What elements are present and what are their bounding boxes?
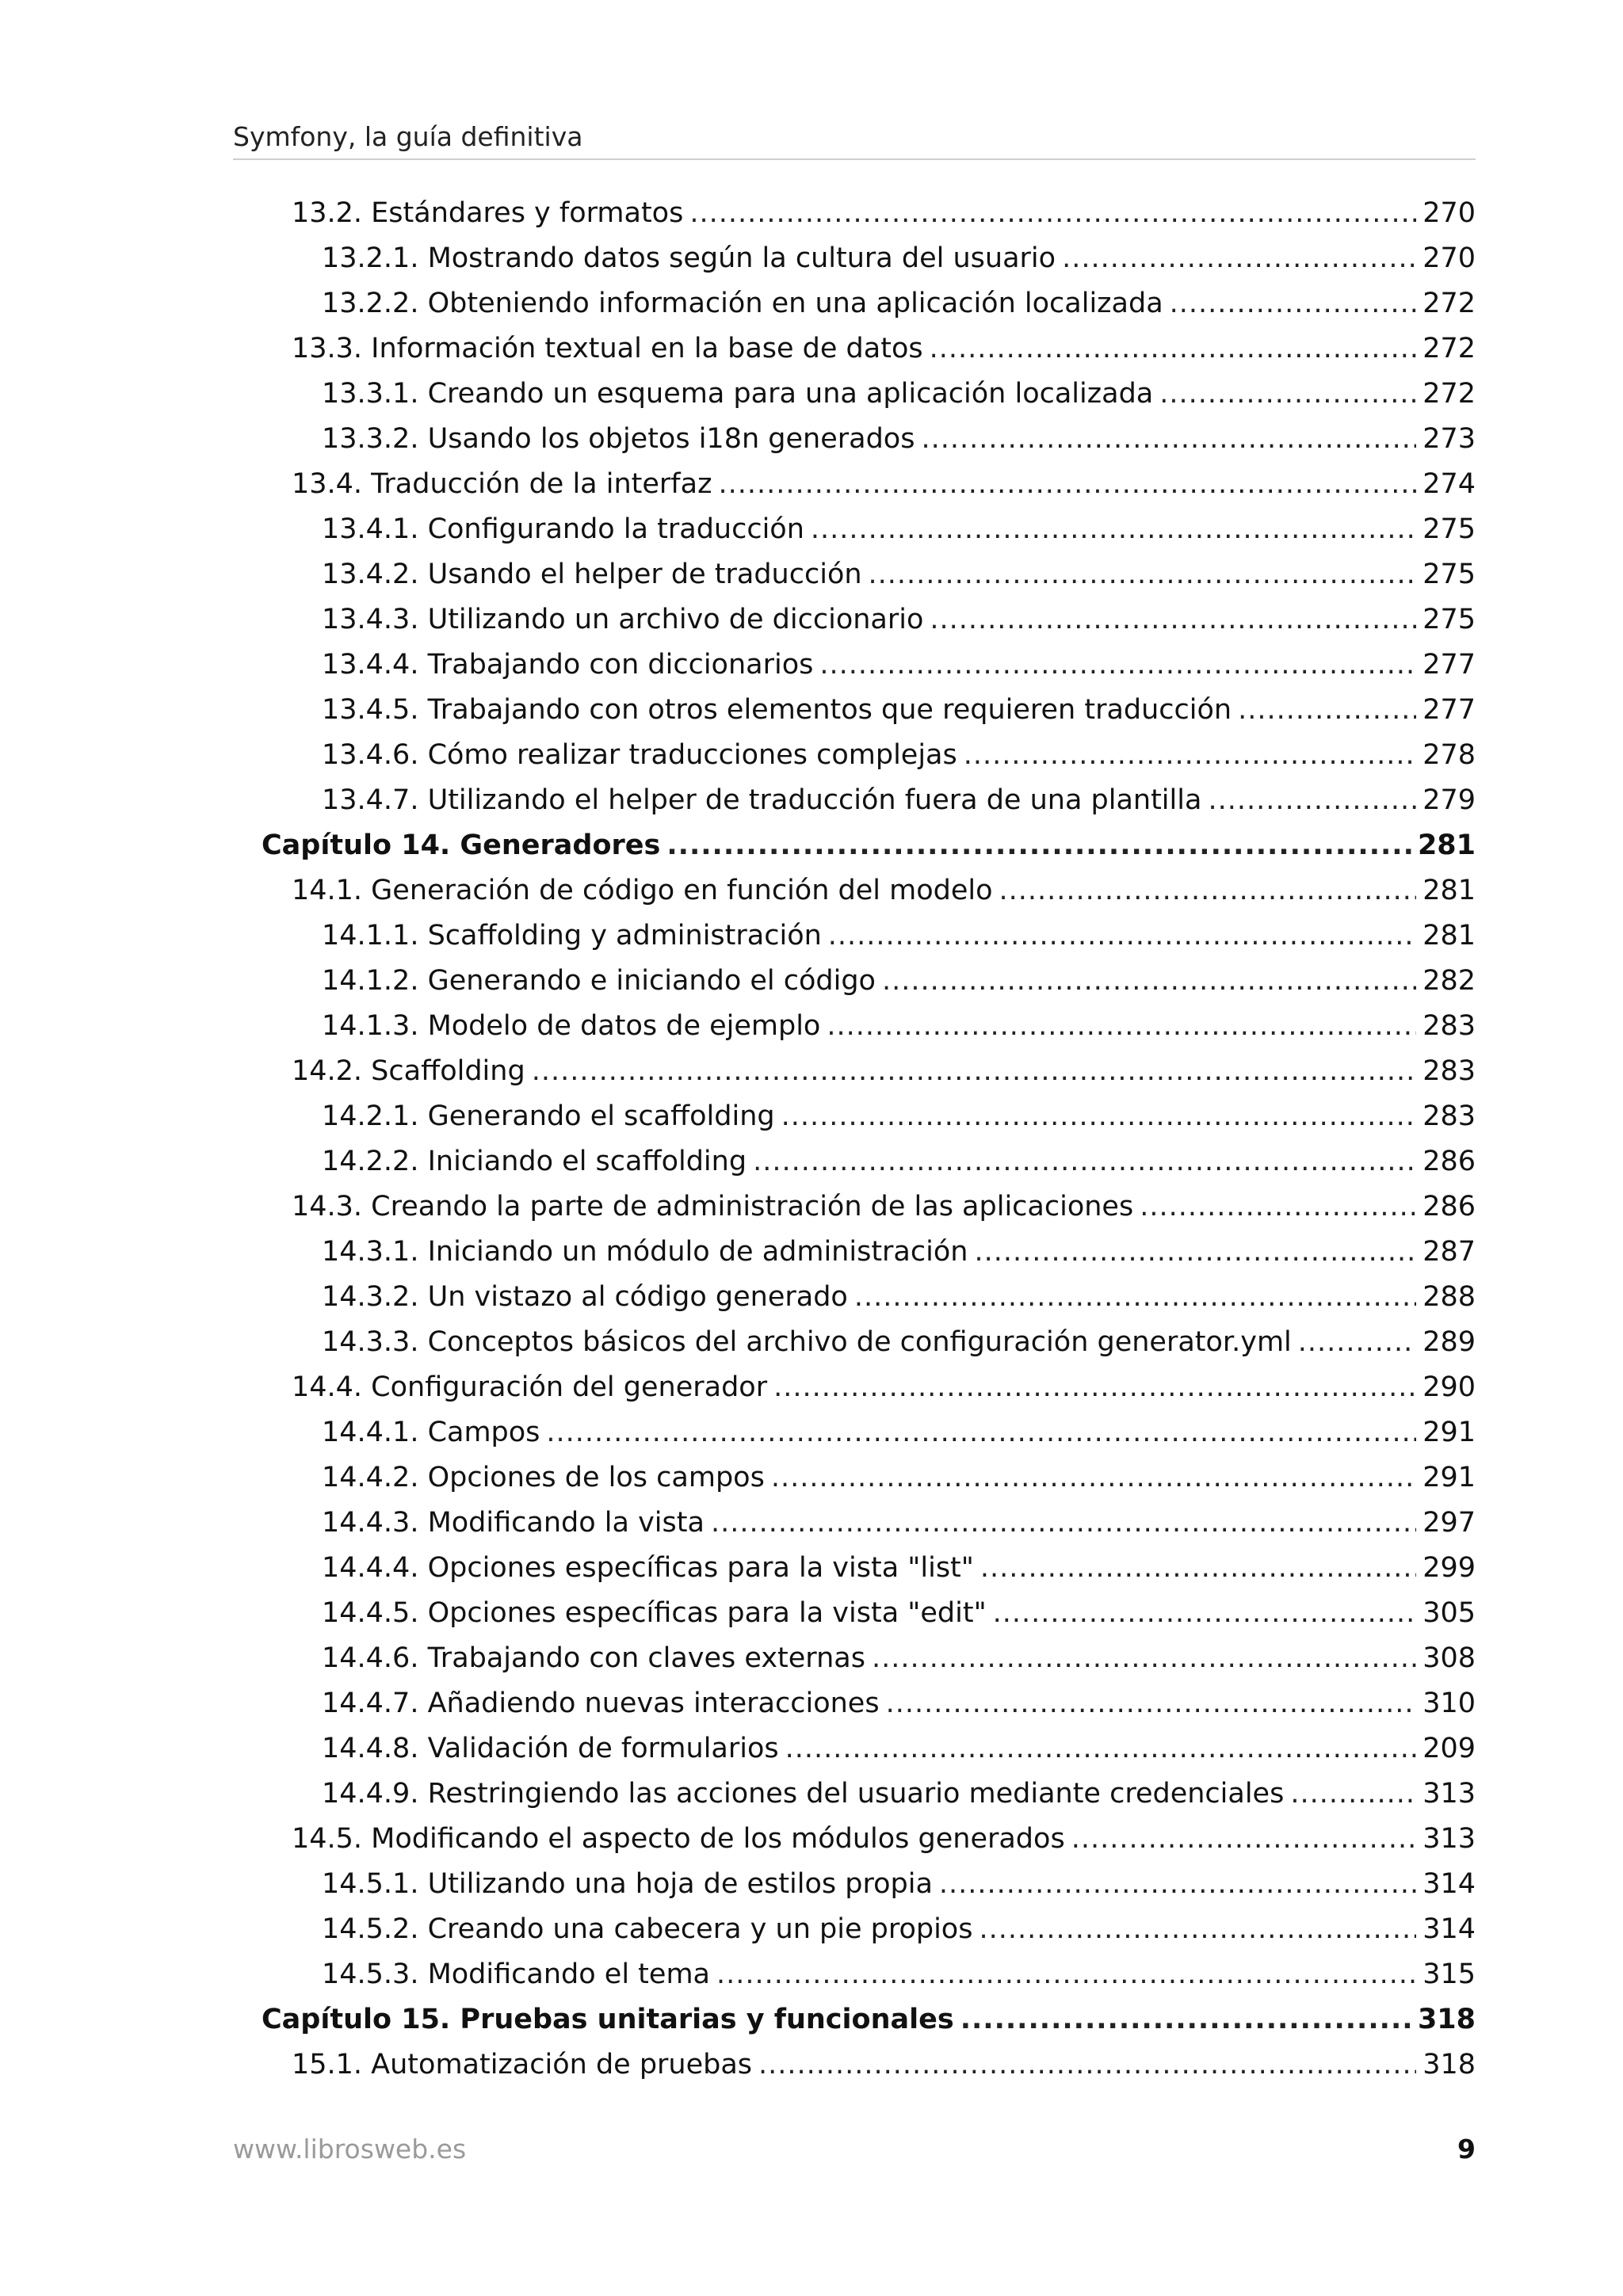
toc-entry[interactable] bbox=[262, 1410, 1476, 1455]
toc-entry-title: 14.5.1. Utilizando una hoja de estilos propia bbox=[322, 1868, 933, 1900]
toc-entry[interactable] bbox=[262, 643, 1476, 688]
toc-entry-page: 283 bbox=[1423, 1010, 1476, 1042]
toc-entry[interactable] bbox=[262, 1726, 1476, 1772]
toc-entry-title: 14.4.1. Campos bbox=[322, 1417, 540, 1448]
toc-entry[interactable] bbox=[262, 1591, 1476, 1636]
toc-entry[interactable] bbox=[262, 733, 1476, 778]
toc-entry-page: 272 bbox=[1423, 288, 1476, 319]
toc-entry-page: 281 bbox=[1417, 830, 1476, 861]
toc-entry-title: 13.4.6. Cómo realizar traducciones complejas bbox=[322, 739, 957, 771]
toc-entry-title: 14.1.1. Scaffolding y administración bbox=[322, 920, 822, 952]
toc-entry-title: 13.3.1. Creando un esquema para una aplicación localizada bbox=[322, 378, 1154, 410]
toc-entry-page: 270 bbox=[1423, 242, 1476, 274]
dot-leader bbox=[869, 552, 1417, 597]
toc-entry-title: 14.5.3. Modificando el tema bbox=[322, 1958, 710, 1990]
toc-entry[interactable] bbox=[262, 1455, 1476, 1501]
table-of-contents bbox=[262, 191, 1476, 2088]
toc-entry-title: 14.3.2. Un vistazo al código generado bbox=[322, 1281, 848, 1313]
toc-entry-title: 14.4.7. Añadiendo nuevas interacciones bbox=[322, 1688, 880, 1719]
dot-leader bbox=[1208, 778, 1416, 823]
running-header: Symfony, la guía definitiva bbox=[233, 117, 1476, 160]
toc-entry[interactable] bbox=[262, 1139, 1476, 1184]
toc-entry-page: 289 bbox=[1423, 1326, 1476, 1358]
toc-entry-page: 278 bbox=[1423, 739, 1476, 771]
dot-leader bbox=[666, 823, 1411, 868]
dot-leader bbox=[1140, 1184, 1416, 1230]
toc-entry-title: 13.4.2. Usando el helper de traducción bbox=[322, 559, 862, 590]
dot-leader bbox=[1298, 1320, 1416, 1365]
dot-leader bbox=[753, 1139, 1416, 1184]
toc-entry-page: 313 bbox=[1423, 1823, 1476, 1855]
toc-entry[interactable] bbox=[262, 1907, 1476, 1952]
dot-leader bbox=[827, 1004, 1416, 1049]
toc-entry-title: 14.4.8. Validación de formularios bbox=[322, 1733, 779, 1764]
toc-entry[interactable] bbox=[262, 191, 1476, 236]
toc-entry-page: 286 bbox=[1423, 1191, 1476, 1222]
dot-leader bbox=[781, 1094, 1417, 1139]
toc-entry-page: 275 bbox=[1423, 559, 1476, 590]
toc-entry[interactable] bbox=[262, 959, 1476, 1004]
toc-entry[interactable] bbox=[262, 868, 1476, 913]
page-footer bbox=[233, 2134, 1476, 2164]
dot-leader bbox=[819, 643, 1416, 688]
toc-entry-title: 14.1. Generación de código en función del modelo bbox=[292, 875, 993, 906]
toc-entry-page: 275 bbox=[1423, 513, 1476, 545]
dot-leader bbox=[758, 2042, 1416, 2088]
toc-entry-page: 270 bbox=[1423, 197, 1476, 229]
toc-entry-page: 272 bbox=[1423, 378, 1476, 410]
dot-leader bbox=[1290, 1772, 1416, 1817]
toc-entry[interactable] bbox=[262, 1952, 1476, 1997]
toc-entry-page: 291 bbox=[1423, 1417, 1476, 1448]
toc-entry-page: 272 bbox=[1423, 333, 1476, 364]
toc-entry-page: 314 bbox=[1423, 1913, 1476, 1945]
toc-entry[interactable] bbox=[262, 913, 1476, 959]
toc-entry-page: 283 bbox=[1423, 1055, 1476, 1087]
toc-entry-page: 299 bbox=[1423, 1552, 1476, 1584]
toc-entry-title: 14.3. Creando la parte de administración de las aplicaciones bbox=[292, 1191, 1134, 1222]
toc-entry[interactable] bbox=[262, 1862, 1476, 1907]
toc-entry-title: 13.4.4. Trabajando con diccionarios bbox=[322, 649, 814, 681]
dot-leader bbox=[999, 868, 1417, 913]
dot-leader bbox=[1238, 688, 1416, 733]
toc-entry-title: 14.4.5. Opciones específicas para la vista "edit" bbox=[322, 1597, 987, 1629]
toc-entry-title: 14.5.2. Creando una cabecera y un pie propios bbox=[322, 1913, 973, 1945]
toc-entry[interactable] bbox=[262, 2042, 1476, 2088]
dot-leader bbox=[980, 1546, 1416, 1591]
toc-entry-title: 14.2. Scaffolding bbox=[292, 1055, 525, 1087]
toc-entry-page: 310 bbox=[1423, 1688, 1476, 1719]
toc-entry-title: 14.5. Modificando el aspecto de los módulos generados bbox=[292, 1823, 1065, 1855]
dot-leader bbox=[811, 507, 1416, 552]
toc-entry[interactable] bbox=[262, 1320, 1476, 1365]
toc-entry[interactable] bbox=[262, 1681, 1476, 1726]
toc-entry-page: 275 bbox=[1423, 604, 1476, 635]
toc-entry-page: 290 bbox=[1423, 1371, 1476, 1403]
dot-leader bbox=[882, 959, 1416, 1004]
toc-entry-title: 14.4.9. Restringiendo las acciones del usuario mediante credenciales bbox=[322, 1778, 1285, 1810]
dot-leader bbox=[921, 417, 1416, 462]
dot-leader bbox=[993, 1591, 1417, 1636]
dot-leader bbox=[960, 1997, 1411, 2042]
toc-entry-title: 14.3.1. Iniciando un módulo de administración bbox=[322, 1236, 968, 1268]
dot-leader bbox=[718, 462, 1416, 507]
toc-entry[interactable] bbox=[262, 1501, 1476, 1546]
toc-entry-title: Capítulo 15. Pruebas unitarias y funcionales bbox=[262, 2004, 954, 2035]
toc-entry[interactable] bbox=[262, 281, 1476, 326]
toc-entry-page: 308 bbox=[1423, 1642, 1476, 1674]
toc-entry[interactable] bbox=[262, 1817, 1476, 1862]
dot-leader bbox=[785, 1726, 1417, 1772]
toc-entry-page: 281 bbox=[1423, 875, 1476, 906]
toc-entry-page: 297 bbox=[1423, 1507, 1476, 1539]
toc-entry[interactable] bbox=[262, 462, 1476, 507]
toc-entry[interactable] bbox=[262, 1546, 1476, 1591]
toc-entry-title: 14.1.3. Modelo de datos de ejemplo bbox=[322, 1010, 821, 1042]
dot-leader bbox=[979, 1907, 1416, 1952]
toc-entry[interactable] bbox=[262, 1772, 1476, 1817]
toc-entry-page: 273 bbox=[1423, 423, 1476, 455]
toc-entry[interactable] bbox=[262, 597, 1476, 643]
footer-page-number: 9 bbox=[1457, 2134, 1476, 2164]
toc-entry-title: 13.4.7. Utilizando el helper de traducción fuera de una plantilla bbox=[322, 784, 1202, 816]
toc-entry-title: 13.4.5. Trabajando con otros elementos que requieren traducción bbox=[322, 694, 1232, 726]
toc-entry-title: 13.4.1. Configurando la traducción bbox=[322, 513, 804, 545]
toc-entry-title: 13.2.1. Mostrando datos según la cultura del usuario bbox=[322, 242, 1056, 274]
dot-leader bbox=[546, 1410, 1416, 1455]
toc-entry[interactable] bbox=[262, 778, 1476, 823]
toc-entry[interactable] bbox=[262, 236, 1476, 281]
toc-entry[interactable] bbox=[262, 552, 1476, 597]
toc-entry-page: 274 bbox=[1423, 468, 1476, 500]
toc-entry-title: 14.4.4. Opciones específicas para la vista "list" bbox=[322, 1552, 974, 1584]
dot-leader bbox=[872, 1636, 1416, 1681]
dot-leader bbox=[1062, 236, 1416, 281]
toc-entry-page: 277 bbox=[1423, 694, 1476, 726]
toc-entry-title: 14.4.2. Opciones de los campos bbox=[322, 1462, 765, 1493]
toc-entry-page: 288 bbox=[1423, 1281, 1476, 1313]
toc-entry[interactable] bbox=[262, 1049, 1476, 1094]
toc-entry-page: 279 bbox=[1423, 784, 1476, 816]
toc-entry-title: 13.2.2. Obteniendo información en una aplicación localizada bbox=[322, 288, 1163, 319]
toc-entry[interactable] bbox=[262, 1275, 1476, 1320]
toc-chapter-entry[interactable] bbox=[262, 823, 1476, 868]
toc-entry[interactable] bbox=[262, 1004, 1476, 1049]
toc-entry-title: Capítulo 14. Generadores bbox=[262, 830, 661, 861]
dot-leader bbox=[1159, 372, 1416, 417]
toc-entry[interactable] bbox=[262, 1094, 1476, 1139]
toc-entry[interactable] bbox=[262, 372, 1476, 417]
dot-leader bbox=[716, 1952, 1416, 1997]
toc-entry[interactable] bbox=[262, 417, 1476, 462]
toc-entry-title: 14.4.6. Trabajando con claves externas bbox=[322, 1642, 865, 1674]
toc-entry-title: 13.4. Traducción de la interfaz bbox=[292, 468, 712, 500]
toc-entry[interactable] bbox=[262, 688, 1476, 733]
toc-entry-title: 13.2. Estándares y formatos bbox=[292, 197, 684, 229]
toc-entry-page: 277 bbox=[1423, 649, 1476, 681]
dot-leader bbox=[773, 1365, 1416, 1410]
toc-entry-title: 13.3.2. Usando los objetos i18n generados bbox=[322, 423, 915, 455]
toc-entry-page: 314 bbox=[1423, 1868, 1476, 1900]
toc-entry[interactable] bbox=[262, 1365, 1476, 1410]
toc-entry[interactable] bbox=[262, 326, 1476, 372]
toc-entry-title: 13.4.3. Utilizando un archivo de diccionario bbox=[322, 604, 924, 635]
toc-entry-page: 291 bbox=[1423, 1462, 1476, 1493]
toc-entry-page: 318 bbox=[1423, 2049, 1476, 2081]
dot-leader bbox=[854, 1275, 1416, 1320]
toc-entry-title: 14.2.2. Iniciando el scaffolding bbox=[322, 1146, 747, 1177]
toc-entry-title: 14.4.3. Modificando la vista bbox=[322, 1507, 705, 1539]
toc-chapter-entry[interactable] bbox=[262, 1997, 1476, 2042]
toc-entry-title: 14.4. Configuración del generador bbox=[292, 1371, 768, 1403]
dot-leader bbox=[828, 913, 1416, 959]
toc-entry[interactable] bbox=[262, 1636, 1476, 1681]
dot-leader bbox=[974, 1230, 1416, 1275]
dot-leader bbox=[930, 326, 1417, 372]
toc-entry-title: 14.3.3. Conceptos básicos del archivo de configuración generator.yml bbox=[322, 1326, 1292, 1358]
toc-entry[interactable] bbox=[262, 1184, 1476, 1230]
dot-leader bbox=[689, 191, 1416, 236]
toc-entry-page: 283 bbox=[1423, 1100, 1476, 1132]
dot-leader bbox=[1170, 281, 1417, 326]
dot-leader bbox=[1071, 1817, 1417, 1862]
toc-entry[interactable] bbox=[262, 1230, 1476, 1275]
dot-leader bbox=[532, 1049, 1417, 1094]
toc-entry-title: 13.3. Información textual en la base de datos bbox=[292, 333, 923, 364]
toc-entry-page: 281 bbox=[1423, 920, 1476, 952]
toc-entry-page: 209 bbox=[1423, 1733, 1476, 1764]
dot-leader bbox=[964, 733, 1416, 778]
toc-entry-title: 15.1. Automatización de pruebas bbox=[292, 2049, 753, 2081]
dot-leader bbox=[711, 1501, 1416, 1546]
toc-entry-page: 315 bbox=[1423, 1958, 1476, 1990]
dot-leader bbox=[930, 597, 1416, 643]
dot-leader bbox=[939, 1862, 1416, 1907]
toc-entry-title: 14.1.2. Generando e iniciando el código bbox=[322, 965, 876, 997]
dot-leader bbox=[771, 1455, 1416, 1501]
toc-entry-page: 286 bbox=[1423, 1146, 1476, 1177]
toc-entry-page: 318 bbox=[1417, 2004, 1476, 2035]
toc-entry[interactable] bbox=[262, 507, 1476, 552]
footer-site-url: www.librosweb.es bbox=[233, 2134, 467, 2164]
toc-entry-page: 313 bbox=[1423, 1778, 1476, 1810]
toc-entry-page: 287 bbox=[1423, 1236, 1476, 1268]
toc-entry-page: 282 bbox=[1423, 965, 1476, 997]
dot-leader bbox=[886, 1681, 1417, 1726]
toc-entry-title: 14.2.1. Generando el scaffolding bbox=[322, 1100, 775, 1132]
toc-entry-page: 305 bbox=[1423, 1597, 1476, 1629]
